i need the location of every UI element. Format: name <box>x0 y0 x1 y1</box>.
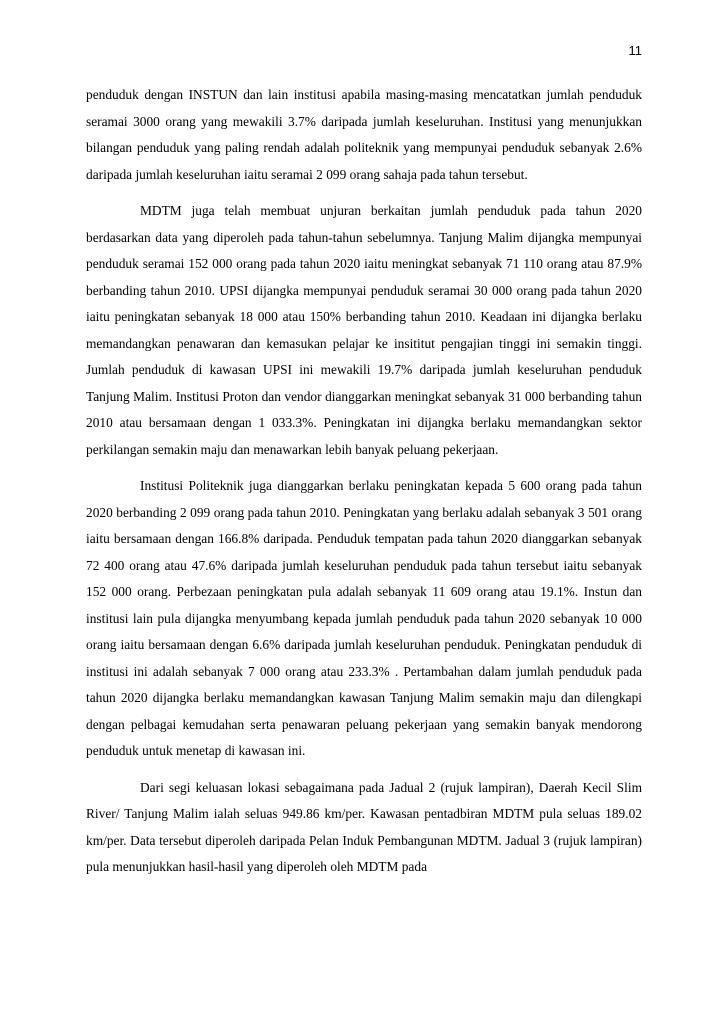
paragraph-2: MDTM juga telah membuat unjuran berkaitan jumlah penduduk pada tahun 2020 berdasarkan data yang diperoleh pada tahun-tahun sebelumnya. Tanjung Malim dijangka mempunyai penduduk seramai 152 000 orang pada tahun 2020 iaitu meningkat sebanyak 71 110 orang atau 87.9% berbanding tahun 2010. UPSI dijangka mempunyai penduduk seramai 30 000 orang pada tahun 2020 iaitu peningkatan sebanyak 18 000 atau 150% berbanding tahun 2010. Keadaan ini dijangka berlaku memandangkan penawaran dan kemasukan pelajar ke insititut pengajian tinggi ini semakin tinggi. Jumlah penduduk di kawasan UPSI ini mewakili 19.7% daripada jumlah keseluruhan penduduk Tanjung Malim. Institusi Proton dan vendor dianggarkan meningkat sebanyak 31 000 berbanding tahun 2010 atau bersamaan dengan 1 033.3%. Peningkatan ini dijangka berlaku memandangkan sektor perkilangan semakin maju dan menawarkan lebih banyak peluang pekerjaan. <box>86 203 642 457</box>
page-number: 11 <box>628 43 642 58</box>
paragraph-4: Dari segi keluasan lokasi sebagaimana pada Jadual 2 (rujuk lampiran), Daerah Kecil Slim River/ Tanjung Malim ialah seluas 949.86 km/per. Kawasan pentadbiran MDTM pula seluas 189.02 km/per. Data tersebut diperoleh daripada Pelan Induk Pembangunan MDTM. Jadual 3 (rujuk lampiran) pula menunjukkan hasil-hasil yang diperoleh oleh MDTM pada <box>86 779 642 874</box>
paragraph-1: penduduk dengan INSTUN dan lain institusi apabila masing-masing mencatatkan jumlah penduduk seramai 3000 orang yang mewakili 3.7% daripada jumlah keseluruhan. Institusi yang menunjukkan bilangan penduduk yang paling rendah adalah politeknik yang mempunyai penduduk sebanyak 2.6% daripada jumlah keseluruhan iaitu seramai 2 099 orang sahaja pada tahun tersebut. <box>86 87 642 182</box>
paragraph-3: Institusi Politeknik juga dianggarkan berlaku peningkatan kepada 5 600 orang pada tahun 2020 berbanding 2 099 orang pada tahun 2010. Peningkatan yang berlaku adalah sebanyak 3 501 orang iaitu bersamaan dengan 166.8% daripada. Penduduk tempatan pada tahun 2020 dianggarkan sebanyak 72 400 orang atau 47.6% daripada jumlah keseluruhan penduduk pada tahun tersebut iaitu sebanyak 152 000 orang. Perbezaan peningkatan pula adalah sebanyak 11 609 orang atau 19.1%. Instun dan institusi lain pula dijangka menyumbang kepada jumlah penduduk pada tahun 2020 sebanyak 10 000 orang iaitu bersamaan dengan 6.6% daripada jumlah keseluruhan penduduk. Peningkatan penduduk di institusi ini adalah sebanyak 7 000 orang atau 233.3% . Pertambahan dalam jumlah penduduk pada tahun 2020 dijangka berlaku memandangkan kawasan Tanjung Malim semakin maju dan dilengkapi dengan pelbagai kemudahan serta penawaran peluang pekerjaan yang semakin banyak mendorong penduduk untuk menetap di kawasan ini. <box>86 478 642 758</box>
body-text <box>86 82 642 891</box>
